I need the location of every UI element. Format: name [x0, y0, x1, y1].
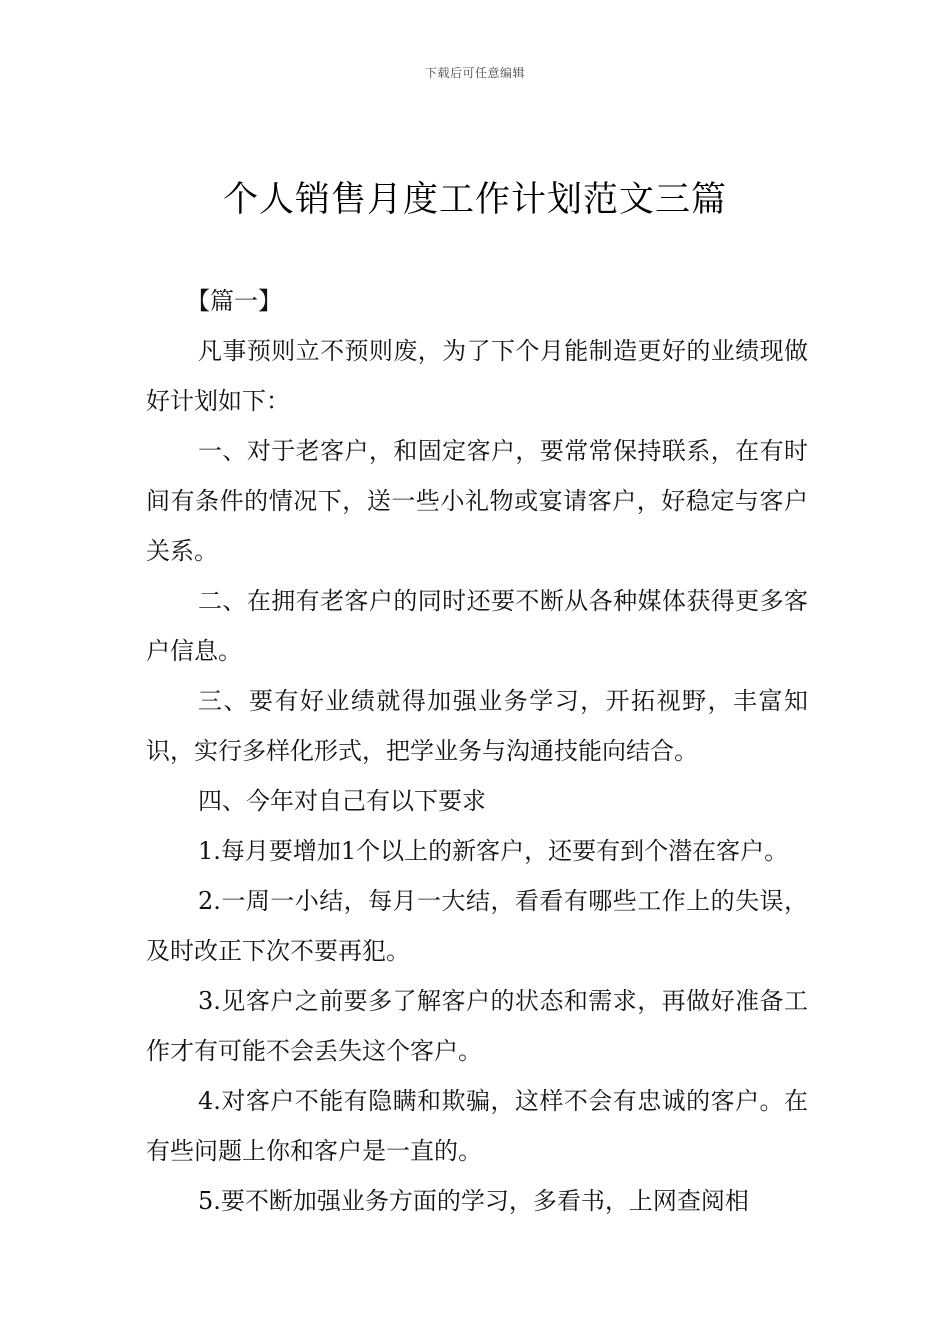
- paragraph: 二、在拥有老客户的同时还要不断从各种媒体获得更多客户信息。: [146, 587, 808, 665]
- paragraph: 5.要不断加强业务方面的学习，多看书，上网查阅相: [198, 1187, 749, 1215]
- document-title: 个人销售月度工作计划范文三篇: [222, 180, 727, 220]
- paragraph: 1.每月要增加1个以上的新客户，还要有到个潜在客户。: [198, 837, 789, 865]
- paragraph: 3.见客户之前要多了解客户的状态和需求，再做好准备工作才有可能不会丢失这个客户。: [146, 987, 808, 1065]
- paragraph: 三、要有好业绩就得加强业务学习，开拓视野，丰富知识，实行多样化形式，把学业务与沟通技能向结合。: [146, 687, 808, 765]
- paragraph: 4.对客户不能有隐瞒和欺骗，这样不会有忠诚的客户。在有些问题上你和客户是一直的。: [146, 1087, 808, 1165]
- document-body: [146, 276, 808, 1226]
- paragraph: 凡事预则立不预则废，为了下个月能制造更好的业绩现做好计划如下：: [146, 337, 808, 415]
- paragraph: 一、对于老客户，和固定客户，要常常保持联系，在有时间有条件的情况下，送一些小礼物或宴请客户，好稳定与客户关系。: [146, 437, 808, 565]
- paragraph: 四、今年对自己有以下要求: [198, 787, 486, 815]
- header-note: 下载后可任意编辑: [424, 66, 525, 80]
- paragraph: 2.一周一小结，每月一大结，看看有哪些工作上的失误，及时改正下次不要再犯。: [146, 887, 808, 965]
- section-label: 【篇一】: [186, 287, 282, 315]
